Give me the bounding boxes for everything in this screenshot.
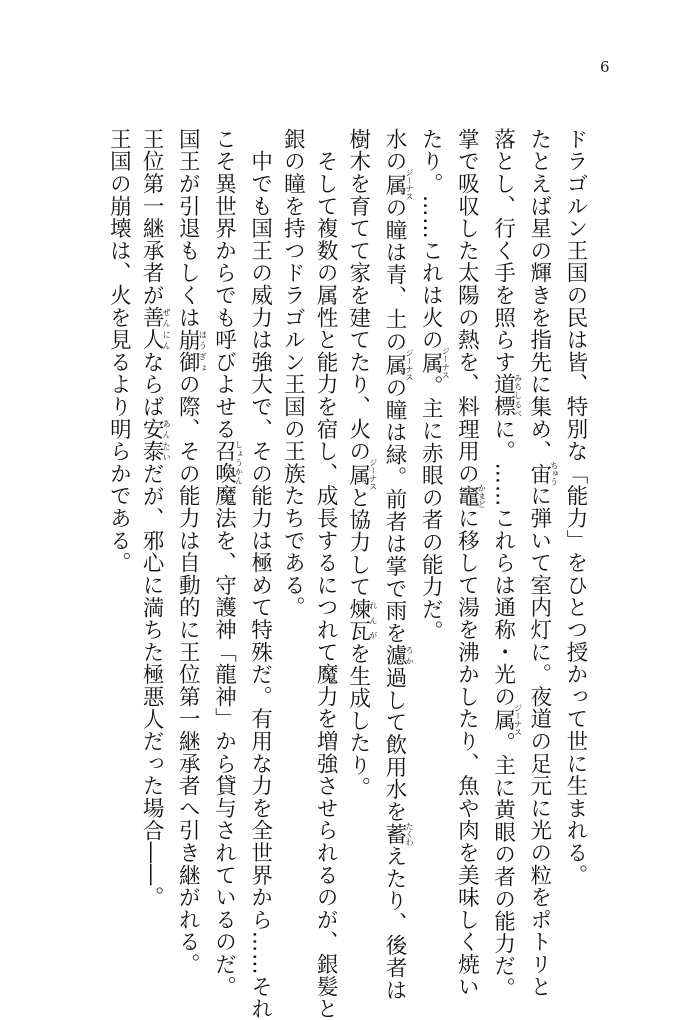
ruby-reading: ろか xyxy=(404,644,414,667)
ruby-reading: たくわ xyxy=(404,821,414,846)
text-run: だが、邪心に満ちた極悪人だった場合――。 xyxy=(139,462,165,909)
ruby-base: 属 xyxy=(381,168,407,201)
text-line xyxy=(450,128,487,998)
ruby-word xyxy=(381,644,414,667)
text-run: の瞳は青、土の xyxy=(381,196,407,353)
ruby-base: 宙 xyxy=(526,461,552,486)
text-run: 銀の瞳を持つドラゴルン王国の王族たちである。 xyxy=(280,128,306,619)
text-run: えたり、後者は xyxy=(381,845,407,1002)
ruby-base: 安泰 xyxy=(139,417,165,463)
ruby-word xyxy=(139,306,172,352)
text-run: そして複数の属性と能力を宿し、成長するにつれて魔力を増強させられるのが、銀髪と xyxy=(313,128,339,1020)
ruby-base: 能 xyxy=(563,484,588,508)
ruby-base: 属 xyxy=(418,347,444,379)
ruby-word xyxy=(490,373,523,418)
ruby-reading: ほうぎょ xyxy=(198,328,208,374)
text-run: 国王が引退もしくは xyxy=(175,128,201,329)
text-run: 落とし、行く手を照らす xyxy=(490,128,516,374)
text-line xyxy=(134,128,170,948)
ruby-base: 属 xyxy=(490,703,516,736)
text-run: こそ異世界からでも呼びよせる xyxy=(211,128,237,441)
ruby-reading: ジーナス xyxy=(441,347,451,379)
text-run: 水の xyxy=(381,128,407,173)
text-run: 力」をひとつ授かって世に生まれる。 xyxy=(563,507,588,887)
ruby-word xyxy=(345,458,378,491)
text-run: たり。……これは火の xyxy=(418,128,444,351)
ruby-reading: ちゅう xyxy=(549,461,559,486)
text-line xyxy=(171,128,208,976)
ruby-word xyxy=(418,347,451,379)
ruby-reading: かまど xyxy=(477,483,487,508)
text-line xyxy=(486,128,523,1000)
ruby-reading: みちしるべ xyxy=(513,373,523,418)
ruby-base: 竈 xyxy=(454,483,480,508)
text-run: に移して湯を沸かしたり、魚や肉を美味しく焼い xyxy=(454,507,480,998)
text-run: 王位第一継承者が xyxy=(139,128,165,307)
text-line xyxy=(341,128,377,948)
text-run: の瞳は緑。前者は掌で雨を xyxy=(381,376,407,645)
ruby-base: 属 xyxy=(381,348,407,381)
text-run: 「 xyxy=(563,462,588,485)
ruby-base: 煉瓦 xyxy=(345,598,371,643)
text-run: 過して飲用水を xyxy=(381,666,407,823)
text-run: に弾いて室内灯に。夜道の足元に光の粒をポトリと xyxy=(526,484,552,998)
ruby-reading: ぜんにん xyxy=(162,306,172,351)
ruby-base: 善人 xyxy=(139,306,165,352)
ruby-word xyxy=(381,821,414,846)
ruby-word xyxy=(381,168,414,201)
ruby-word xyxy=(345,598,378,643)
text-line xyxy=(558,128,591,948)
ruby-word xyxy=(490,703,523,736)
text-run: ドラゴルン王国の民は皆、特別な xyxy=(563,128,588,463)
text-line xyxy=(413,128,449,948)
text-run: を生成したり。 xyxy=(345,642,371,799)
text-run: 中でも国王の威力は強大で、その能力は極めて特殊だ。有用な力を全世界から……それ xyxy=(247,128,273,1020)
text-line xyxy=(522,128,559,998)
ruby-reading: れんが xyxy=(368,598,378,643)
text-run: と協力して xyxy=(345,486,371,598)
body-text xyxy=(102,128,591,1020)
text-line xyxy=(243,128,276,1020)
text-run: 魔法を、守護神「龍神」から貸与されているのだ。 xyxy=(211,484,237,998)
ruby-word xyxy=(381,348,414,381)
ruby-reading: ジーナス xyxy=(404,168,414,201)
ruby-word xyxy=(526,461,559,486)
text-line xyxy=(377,128,414,1002)
ruby-reading: ジーナス xyxy=(404,348,414,381)
text-line xyxy=(308,128,341,1020)
ruby-base: 召喚 xyxy=(211,440,237,485)
text-run: たとえば星の輝きを指先に集め、 xyxy=(526,128,552,463)
ruby-reading: ジーナス xyxy=(368,458,378,491)
text-run: の際、その能力は自動的に王位第一継承者へ引き継がれる。 xyxy=(175,373,201,976)
text-run: 。主に赤眼の者の能力だ。 xyxy=(418,375,444,643)
page-number: 6 xyxy=(600,58,610,76)
ruby-base: 崩御 xyxy=(175,328,201,374)
text-run: 樹木を育てて家を建てたり、火の xyxy=(345,128,371,463)
ruby-word xyxy=(139,417,172,463)
ruby-reading: ジーナス xyxy=(513,703,523,736)
text-run: に。……これらは通称・光の xyxy=(490,417,516,708)
text-run: ならば xyxy=(139,351,165,418)
ruby-word xyxy=(454,483,487,508)
ruby-reading: あんたい xyxy=(162,417,172,463)
ruby-base: 道標 xyxy=(490,373,516,418)
ruby-reading: しょうかん xyxy=(234,440,244,485)
ruby-word xyxy=(563,485,588,507)
text-line xyxy=(207,128,244,998)
ruby-word xyxy=(175,328,208,374)
ruby-base: 属 xyxy=(345,458,371,491)
ruby-base: 濾 xyxy=(381,644,407,667)
text-line xyxy=(276,128,309,948)
text-line xyxy=(102,128,135,948)
ruby-base: 蓄 xyxy=(381,821,407,846)
text-run: 王国の崩壊は、火を見るより明らかである。 xyxy=(106,128,132,574)
text-run: 。主に黄眼の者の能力だ。 xyxy=(490,731,516,1000)
text-run: 掌で吸収した太陽の熱を、料理用の xyxy=(454,128,480,485)
ruby-word xyxy=(211,440,244,485)
